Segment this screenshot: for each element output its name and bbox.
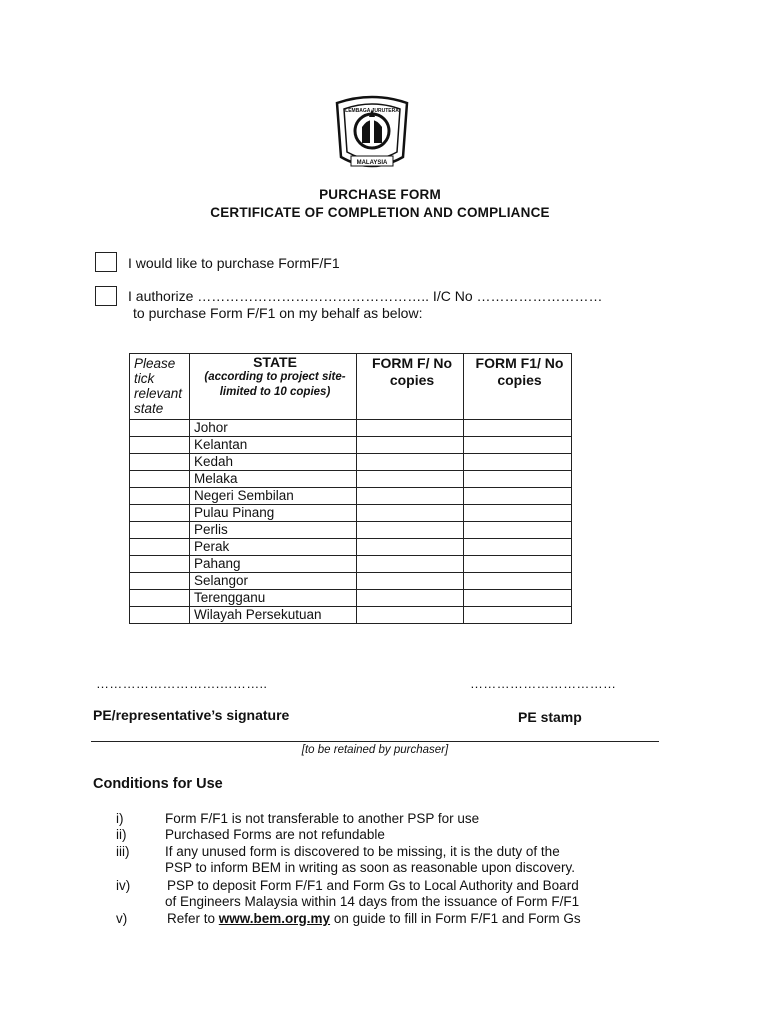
tick-cell[interactable]	[130, 505, 190, 522]
bem-website-link[interactable]: www.bem.org.my	[218, 911, 331, 926]
signature-dotted-line: ……………………….………..	[96, 676, 268, 691]
state-name-cell: Pahang	[190, 556, 357, 573]
condition-number: ii)	[116, 827, 127, 842]
condition-text-prefix: Refer to	[167, 911, 219, 926]
form-f1-copies-cell[interactable]	[464, 420, 572, 437]
form-f-copies-cell[interactable]	[357, 505, 464, 522]
tick-column-header: Please tick relevant state	[130, 354, 190, 420]
tick-cell[interactable]	[130, 607, 190, 624]
form-f-copies-cell[interactable]	[357, 437, 464, 454]
condition-number: i)	[116, 811, 124, 826]
state-name-cell: Pulau Pinang	[190, 505, 357, 522]
tick-cell[interactable]	[130, 590, 190, 607]
condition-text: Purchased Forms are not refundable	[165, 827, 385, 842]
condition-number: v)	[116, 911, 128, 926]
state-column-header	[190, 354, 357, 420]
condition-text-continued: of Engineers Malaysia within 14 days from the issuance of Form F/F1	[165, 894, 580, 909]
logo-text-top: LEMBAGA JURUTERA	[345, 108, 399, 114]
form-f-copies-cell[interactable]	[357, 488, 464, 505]
form-f-copies-cell[interactable]	[357, 607, 464, 624]
conditions-title: Conditions for Use	[93, 776, 223, 792]
form-f-copies-cell[interactable]	[357, 420, 464, 437]
pe-signature-label: PE/representative’s signature	[93, 707, 290, 723]
condition-text	[167, 911, 581, 927]
condition-text-suffix: on guide to fill in Form F/F1 and Form Gs	[330, 911, 581, 926]
state-header-title: STATE	[253, 354, 297, 370]
form-f-copies-cell[interactable]	[357, 556, 464, 573]
form-f1-copies-cell[interactable]	[464, 471, 572, 488]
authorize-checkbox[interactable]	[95, 286, 117, 306]
form-f1-copies-cell[interactable]	[464, 539, 572, 556]
state-row	[130, 539, 572, 556]
purchase-checkbox[interactable]	[95, 252, 117, 272]
retained-note: [to be retained by purchaser]	[301, 744, 449, 756]
condition-text: Form F/F1 is not transferable to another PSP for use	[165, 811, 480, 826]
form-f-copies-cell[interactable]	[357, 573, 464, 590]
condition-text-continued: PSP to inform BEM in writing as soon as reasonable upon discovery.	[165, 860, 575, 875]
form-f-copies-cell[interactable]	[357, 522, 464, 539]
tick-cell[interactable]	[130, 454, 190, 471]
condition-text: If any unused form is discovered to be missing, it is the duty of the	[165, 844, 560, 859]
state-row	[130, 590, 572, 607]
state-row	[130, 556, 572, 573]
state-row	[130, 454, 572, 471]
state-row	[130, 437, 572, 454]
form-subtitle: CERTIFICATE OF COMPLETION AND COMPLIANCE	[210, 205, 550, 220]
tick-cell[interactable]	[130, 573, 190, 590]
tick-cell[interactable]	[130, 539, 190, 556]
form-f1-copies-cell[interactable]	[464, 573, 572, 590]
pe-stamp-label: PE stamp	[518, 709, 582, 725]
divider-line	[91, 741, 659, 742]
form-f1-copies-cell[interactable]	[464, 505, 572, 522]
state-name-cell: Melaka	[190, 471, 357, 488]
state-name-cell: Kelantan	[190, 437, 357, 454]
state-table	[129, 353, 572, 624]
form-f1-copies-cell[interactable]	[464, 488, 572, 505]
state-name-cell: Johor	[190, 420, 357, 437]
form-f1-column-header: FORM F1/ No copies	[464, 354, 572, 420]
state-row	[130, 488, 572, 505]
stamp-dotted-line: ……………………………	[470, 676, 617, 691]
bem-logo	[329, 95, 415, 171]
authorize-label-continued: to purchase Form F/F1 on my behalf as below:	[133, 305, 423, 321]
condition-number: iii)	[116, 844, 130, 859]
state-name-cell: Perak	[190, 539, 357, 556]
form-f1-copies-cell[interactable]	[464, 522, 572, 539]
form-f-copies-cell[interactable]	[357, 454, 464, 471]
form-title: PURCHASE FORM	[319, 187, 441, 202]
logo-text-bottom: MALAYSIA	[356, 160, 388, 166]
state-row	[130, 607, 572, 624]
form-f1-copies-cell[interactable]	[464, 437, 572, 454]
tick-cell[interactable]	[130, 437, 190, 454]
form-f-copies-cell[interactable]	[357, 590, 464, 607]
tick-cell[interactable]	[130, 471, 190, 488]
form-f1-copies-cell[interactable]	[464, 607, 572, 624]
condition-number: iv)	[116, 878, 131, 893]
state-row	[130, 573, 572, 590]
state-row	[130, 471, 572, 488]
state-row	[130, 420, 572, 437]
state-header-note: (according to project site- limited to 10 copies)	[204, 371, 346, 398]
purchase-label: I would like to purchase FormF/F1	[128, 255, 340, 271]
tick-cell[interactable]	[130, 556, 190, 573]
authorize-label: I authorize ………………………………………….. I/C No ………………………	[128, 288, 603, 304]
state-row	[130, 505, 572, 522]
tick-cell[interactable]	[130, 488, 190, 505]
condition-text: PSP to deposit Form F/F1 and Form Gs to Local Authority and Board	[167, 878, 579, 893]
form-f-column-header: FORM F/ No copies	[357, 354, 464, 420]
state-name-cell: Perlis	[190, 522, 357, 539]
form-f1-copies-cell[interactable]	[464, 556, 572, 573]
state-name-cell: Wilayah Persekutuan	[190, 607, 357, 624]
tick-cell[interactable]	[130, 522, 190, 539]
tick-cell[interactable]	[130, 420, 190, 437]
form-f-copies-cell[interactable]	[357, 471, 464, 488]
form-f-copies-cell[interactable]	[357, 539, 464, 556]
state-name-cell: Terengganu	[190, 590, 357, 607]
form-f1-copies-cell[interactable]	[464, 590, 572, 607]
state-name-cell: Kedah	[190, 454, 357, 471]
state-name-cell: Negeri Sembilan	[190, 488, 357, 505]
state-name-cell: Selangor	[190, 573, 357, 590]
form-f1-copies-cell[interactable]	[464, 454, 572, 471]
state-row	[130, 522, 572, 539]
